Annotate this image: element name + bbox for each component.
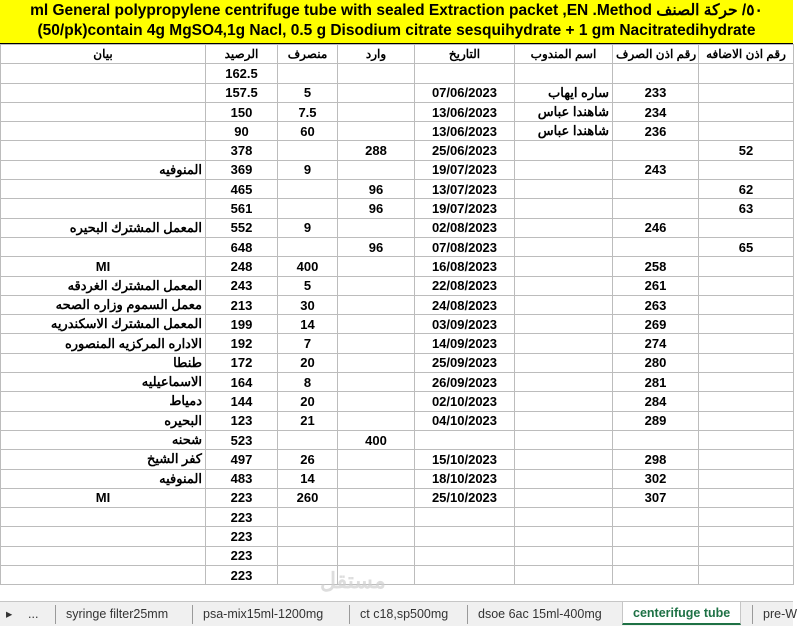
cell-add-no[interactable] <box>699 295 794 314</box>
cell-rep[interactable] <box>515 373 613 392</box>
cell-rep[interactable] <box>515 566 613 585</box>
table-row <box>1 122 794 141</box>
cell-statement[interactable]: المعمل المشترك الاسكندريه <box>1 315 206 334</box>
cell-issued[interactable]: 7.5 <box>278 102 338 121</box>
cell-statement[interactable] <box>1 508 206 527</box>
cell-received[interactable]: 96 <box>338 199 415 218</box>
cell-balance[interactable]: 223 <box>206 508 278 527</box>
cell-date[interactable]: 16/08/2023 <box>415 257 515 276</box>
table-row <box>1 180 794 199</box>
cell-statement[interactable]: المعمل المشترك البحيره <box>1 218 206 237</box>
cell-date[interactable]: 02/10/2023 <box>415 392 515 411</box>
cell-issue-no[interactable]: 284 <box>613 392 699 411</box>
cell-date[interactable] <box>415 64 515 83</box>
cell-issue-no[interactable]: 261 <box>613 276 699 295</box>
cell-issued[interactable] <box>278 237 338 256</box>
cell-add-no[interactable] <box>699 276 794 295</box>
tab-scroll-right-icon[interactable]: ▸ <box>6 607 13 621</box>
cell-date[interactable]: 14/09/2023 <box>415 334 515 353</box>
cell-received[interactable] <box>338 508 415 527</box>
cell-received[interactable]: 96 <box>338 180 415 199</box>
cell-add-no[interactable]: 63 <box>699 199 794 218</box>
cell-rep[interactable] <box>515 488 613 507</box>
table-row <box>1 160 794 179</box>
cell-rep[interactable] <box>515 64 613 83</box>
cell-balance[interactable]: 369 <box>206 160 278 179</box>
table-row <box>1 488 794 507</box>
header-add-no[interactable]: رقم اذن الاضافه <box>699 45 794 64</box>
cell-balance[interactable]: 248 <box>206 257 278 276</box>
cell-rep[interactable]: شاهندا عباس <box>515 102 613 121</box>
tab-psa-mix[interactable]: psa-mix15ml-1200mg <box>192 605 323 624</box>
cell-issue-no[interactable]: 281 <box>613 373 699 392</box>
cell-balance[interactable]: 90 <box>206 122 278 141</box>
cell-received[interactable] <box>338 373 415 392</box>
cell-date[interactable] <box>415 546 515 565</box>
cell-received[interactable] <box>338 411 415 430</box>
cell-balance[interactable]: 172 <box>206 353 278 372</box>
table-row <box>1 295 794 314</box>
cell-balance[interactable]: 483 <box>206 469 278 488</box>
spreadsheet-grid <box>0 44 794 585</box>
cell-date[interactable] <box>415 527 515 546</box>
cell-issue-no[interactable]: 302 <box>613 469 699 488</box>
cell-date[interactable]: 03/09/2023 <box>415 315 515 334</box>
table-row <box>1 257 794 276</box>
cell-add-no[interactable] <box>699 160 794 179</box>
cell-date[interactable]: 25/09/2023 <box>415 353 515 372</box>
cell-date[interactable]: 07/08/2023 <box>415 237 515 256</box>
cell-rep[interactable] <box>515 315 613 334</box>
cell-balance[interactable]: 561 <box>206 199 278 218</box>
cell-statement[interactable]: المعمل المشترك الغردقه <box>1 276 206 295</box>
cell-issue-no[interactable] <box>613 237 699 256</box>
cell-statement[interactable] <box>1 122 206 141</box>
cell-issue-no[interactable] <box>613 180 699 199</box>
cell-issue-no[interactable]: 269 <box>613 315 699 334</box>
cell-statement[interactable] <box>1 141 206 160</box>
cell-add-no[interactable] <box>699 373 794 392</box>
cell-issue-no[interactable]: 258 <box>613 257 699 276</box>
cell-statement[interactable]: معمل السموم وزاره الصحه <box>1 295 206 314</box>
cell-balance[interactable]: 497 <box>206 450 278 469</box>
cell-date[interactable]: 22/08/2023 <box>415 276 515 295</box>
cell-statement[interactable]: البحيره <box>1 411 206 430</box>
tab-dsoe[interactable]: dsoe 6ac 15ml-400mg <box>467 605 602 624</box>
cell-balance[interactable]: 465 <box>206 180 278 199</box>
cell-add-no[interactable] <box>699 508 794 527</box>
cell-statement[interactable]: دمياط <box>1 392 206 411</box>
cell-statement[interactable] <box>1 566 206 585</box>
tab-ct-c18[interactable]: ct c18,sp500mg <box>349 605 448 624</box>
cell-statement[interactable] <box>1 199 206 218</box>
cell-issue-no[interactable] <box>613 64 699 83</box>
cell-statement[interactable]: الاسماعيليه <box>1 373 206 392</box>
cell-add-no[interactable] <box>699 566 794 585</box>
cell-rep[interactable] <box>515 411 613 430</box>
cell-received[interactable] <box>338 218 415 237</box>
table-row <box>1 353 794 372</box>
cell-issued[interactable]: 9 <box>278 218 338 237</box>
table-body <box>1 64 794 585</box>
title-line-2: (50/pk)contain 4g MgSO4,1g Nacl, 0.5 g Disodium citrate sesquihydrate + 1 gm Nacitratedihydrate <box>37 22 756 39</box>
cell-rep[interactable] <box>515 527 613 546</box>
cell-add-no[interactable] <box>699 450 794 469</box>
title-line-1: ml General polypropylene centrifuge tube with sealed Extraction packet ,EN .Method ٥٠/ حركة الصنف <box>30 2 763 19</box>
cell-statement[interactable] <box>1 64 206 83</box>
cell-rep[interactable] <box>515 295 613 314</box>
cell-issued[interactable]: 8 <box>278 373 338 392</box>
cell-balance[interactable]: 157.5 <box>206 83 278 102</box>
cell-issue-no[interactable]: 246 <box>613 218 699 237</box>
cell-issued[interactable]: 14 <box>278 469 338 488</box>
cell-issue-no[interactable]: 274 <box>613 334 699 353</box>
cell-issue-no[interactable] <box>613 546 699 565</box>
cell-date[interactable]: 25/06/2023 <box>415 141 515 160</box>
tab-pre-w[interactable]: pre-W <box>752 605 797 624</box>
cell-statement[interactable] <box>1 180 206 199</box>
cell-date[interactable]: 18/10/2023 <box>415 469 515 488</box>
cell-issue-no[interactable] <box>613 141 699 160</box>
cell-issued[interactable] <box>278 508 338 527</box>
cell-rep[interactable] <box>515 353 613 372</box>
table-row <box>1 566 794 585</box>
cell-received[interactable] <box>338 334 415 353</box>
cell-received[interactable] <box>338 315 415 334</box>
cell-rep[interactable] <box>515 276 613 295</box>
cell-date[interactable]: 24/08/2023 <box>415 295 515 314</box>
tab-centerifuge-tube[interactable]: centerifuge tube <box>622 602 741 625</box>
cell-statement[interactable] <box>1 237 206 256</box>
cell-issue-no[interactable]: 307 <box>613 488 699 507</box>
cell-issued[interactable]: 20 <box>278 392 338 411</box>
cell-statement[interactable]: شحنه <box>1 430 206 449</box>
cell-date[interactable]: 13/06/2023 <box>415 102 515 121</box>
cell-issued[interactable]: 14 <box>278 315 338 334</box>
cell-received[interactable]: 96 <box>338 237 415 256</box>
cell-issued[interactable]: 9 <box>278 160 338 179</box>
cell-balance[interactable]: 144 <box>206 392 278 411</box>
cell-rep[interactable] <box>515 430 613 449</box>
cell-add-no[interactable] <box>699 488 794 507</box>
cell-issued[interactable]: 260 <box>278 488 338 507</box>
header-statement[interactable]: بيان <box>1 45 206 64</box>
table-row <box>1 546 794 565</box>
cell-date[interactable] <box>415 508 515 527</box>
cell-balance[interactable]: 192 <box>206 334 278 353</box>
cell-date[interactable] <box>415 566 515 585</box>
cell-statement[interactable]: MI <box>1 257 206 276</box>
cell-issued[interactable]: 20 <box>278 353 338 372</box>
cell-issued[interactable] <box>278 141 338 160</box>
cell-received[interactable] <box>338 122 415 141</box>
cell-issued[interactable] <box>278 527 338 546</box>
cell-add-no[interactable] <box>699 122 794 141</box>
cell-issue-no[interactable]: 263 <box>613 295 699 314</box>
cell-add-no[interactable] <box>699 430 794 449</box>
cell-issue-no[interactable]: 289 <box>613 411 699 430</box>
cell-statement[interactable] <box>1 546 206 565</box>
cell-issue-no[interactable]: 236 <box>613 122 699 141</box>
cell-issue-no[interactable] <box>613 527 699 546</box>
cell-balance[interactable]: 150 <box>206 102 278 121</box>
table-row <box>1 469 794 488</box>
cell-rep[interactable] <box>515 218 613 237</box>
cell-rep[interactable] <box>515 334 613 353</box>
cell-issue-no[interactable]: 243 <box>613 160 699 179</box>
cell-issued[interactable]: 5 <box>278 276 338 295</box>
cell-issue-no[interactable]: 233 <box>613 83 699 102</box>
table-row <box>1 64 794 83</box>
cell-date[interactable] <box>415 430 515 449</box>
cell-issued[interactable]: 5 <box>278 83 338 102</box>
cell-rep[interactable] <box>515 141 613 160</box>
cell-add-no[interactable] <box>699 102 794 121</box>
cell-rep[interactable] <box>515 257 613 276</box>
table-row <box>1 334 794 353</box>
cell-rep[interactable] <box>515 469 613 488</box>
cell-rep[interactable] <box>515 450 613 469</box>
table-row <box>1 102 794 121</box>
cell-received[interactable] <box>338 276 415 295</box>
cell-rep[interactable] <box>515 180 613 199</box>
table-row <box>1 508 794 527</box>
cell-rep[interactable] <box>515 237 613 256</box>
table-row <box>1 199 794 218</box>
cell-received[interactable] <box>338 160 415 179</box>
cell-date[interactable]: 04/10/2023 <box>415 411 515 430</box>
cell-add-no[interactable] <box>699 392 794 411</box>
cell-balance[interactable]: 223 <box>206 566 278 585</box>
cell-issue-no[interactable]: 298 <box>613 450 699 469</box>
cell-received[interactable] <box>338 353 415 372</box>
cell-date[interactable]: 25/10/2023 <box>415 488 515 507</box>
cell-received[interactable] <box>338 450 415 469</box>
cell-add-no[interactable] <box>699 334 794 353</box>
cell-rep[interactable]: ساره ايهاب <box>515 83 613 102</box>
tab-more-ellipsis[interactable]: ... <box>28 607 39 621</box>
cell-received[interactable] <box>338 257 415 276</box>
cell-rep[interactable] <box>515 392 613 411</box>
cell-issue-no[interactable] <box>613 566 699 585</box>
cell-balance[interactable]: 199 <box>206 315 278 334</box>
cell-add-no[interactable] <box>699 353 794 372</box>
cell-received[interactable] <box>338 392 415 411</box>
header-date[interactable]: التاريخ <box>415 45 515 64</box>
cell-add-no[interactable]: 62 <box>699 180 794 199</box>
cell-issued[interactable]: 400 <box>278 257 338 276</box>
header-balance[interactable]: الرصيد <box>206 45 278 64</box>
cell-statement[interactable]: MI <box>1 488 206 507</box>
cell-issued[interactable] <box>278 546 338 565</box>
header-row <box>1 45 794 64</box>
cell-received[interactable] <box>338 83 415 102</box>
cell-received[interactable] <box>338 64 415 83</box>
cell-balance[interactable]: 552 <box>206 218 278 237</box>
cell-statement[interactable]: كفر الشيخ <box>1 450 206 469</box>
watermark-logo: مستقل <box>320 568 386 593</box>
cell-add-no[interactable] <box>699 64 794 83</box>
cell-issued[interactable]: 7 <box>278 334 338 353</box>
cell-statement[interactable] <box>1 527 206 546</box>
tab-syringe-filter[interactable]: syringe filter25mm <box>55 605 168 624</box>
cell-received[interactable]: 288 <box>338 141 415 160</box>
header-issued[interactable]: منصرف <box>278 45 338 64</box>
cell-add-no[interactable] <box>699 257 794 276</box>
cell-issued[interactable] <box>278 199 338 218</box>
cell-date[interactable]: 15/10/2023 <box>415 450 515 469</box>
cell-add-no[interactable]: 65 <box>699 237 794 256</box>
table-row <box>1 373 794 392</box>
cell-statement[interactable] <box>1 102 206 121</box>
sheet-title-banner <box>0 0 793 44</box>
cell-issued[interactable]: 30 <box>278 295 338 314</box>
cell-balance[interactable]: 162.5 <box>206 64 278 83</box>
header-rep[interactable]: اسم المندوب <box>515 45 613 64</box>
cell-balance[interactable]: 213 <box>206 295 278 314</box>
header-issue-no[interactable]: رقم اذن الصرف <box>613 45 699 64</box>
cell-date[interactable]: 13/07/2023 <box>415 180 515 199</box>
cell-issue-no[interactable] <box>613 430 699 449</box>
cell-add-no[interactable]: 52 <box>699 141 794 160</box>
cell-issue-no[interactable] <box>613 508 699 527</box>
cell-issue-no[interactable]: 280 <box>613 353 699 372</box>
cell-add-no[interactable] <box>699 315 794 334</box>
cell-add-no[interactable] <box>699 469 794 488</box>
cell-balance[interactable]: 223 <box>206 546 278 565</box>
cell-issue-no[interactable]: 234 <box>613 102 699 121</box>
sheet-tab-bar <box>0 601 797 626</box>
cell-issued[interactable]: 26 <box>278 450 338 469</box>
cell-issued[interactable] <box>278 64 338 83</box>
cell-issue-no[interactable] <box>613 199 699 218</box>
cell-add-no[interactable] <box>699 527 794 546</box>
cell-statement[interactable]: طنطا <box>1 353 206 372</box>
cell-balance[interactable]: 378 <box>206 141 278 160</box>
cell-statement[interactable] <box>1 83 206 102</box>
table-row <box>1 430 794 449</box>
cell-add-no[interactable] <box>699 411 794 430</box>
table-row <box>1 276 794 295</box>
cell-balance[interactable]: 223 <box>206 527 278 546</box>
cell-balance[interactable]: 223 <box>206 488 278 507</box>
table-row <box>1 392 794 411</box>
cell-rep[interactable] <box>515 546 613 565</box>
cell-received[interactable] <box>338 488 415 507</box>
cell-issued[interactable] <box>278 180 338 199</box>
table-row <box>1 315 794 334</box>
table-row <box>1 83 794 102</box>
cell-balance[interactable]: 123 <box>206 411 278 430</box>
cell-received[interactable] <box>338 527 415 546</box>
cell-date[interactable]: 26/09/2023 <box>415 373 515 392</box>
table-row <box>1 450 794 469</box>
table-row <box>1 141 794 160</box>
cell-rep[interactable]: شاهندا عباس <box>515 122 613 141</box>
cell-balance[interactable]: 243 <box>206 276 278 295</box>
cell-add-no[interactable] <box>699 546 794 565</box>
cell-issued[interactable] <box>278 430 338 449</box>
table-row <box>1 411 794 430</box>
cell-statement[interactable]: المنوفيه <box>1 469 206 488</box>
cell-date[interactable]: 19/07/2023 <box>415 160 515 179</box>
cell-rep[interactable] <box>515 199 613 218</box>
cell-statement[interactable]: المنوفيه <box>1 160 206 179</box>
cell-add-no[interactable] <box>699 83 794 102</box>
cell-date[interactable]: 02/08/2023 <box>415 218 515 237</box>
cell-balance[interactable]: 164 <box>206 373 278 392</box>
cell-statement[interactable]: الاداره المركزيه المنصوره <box>1 334 206 353</box>
cell-issued[interactable]: 60 <box>278 122 338 141</box>
header-received[interactable]: وارد <box>338 45 415 64</box>
cell-issued[interactable]: 21 <box>278 411 338 430</box>
cell-add-no[interactable] <box>699 218 794 237</box>
cell-received[interactable] <box>338 295 415 314</box>
cell-received[interactable]: 400 <box>338 430 415 449</box>
cell-rep[interactable] <box>515 508 613 527</box>
cell-balance[interactable]: 648 <box>206 237 278 256</box>
cell-rep[interactable] <box>515 160 613 179</box>
cell-received[interactable] <box>338 546 415 565</box>
table-row <box>1 237 794 256</box>
cell-received[interactable] <box>338 469 415 488</box>
table-row <box>1 527 794 546</box>
cell-date[interactable]: 07/06/2023 <box>415 83 515 102</box>
cell-balance[interactable]: 523 <box>206 430 278 449</box>
table-row <box>1 218 794 237</box>
cell-received[interactable] <box>338 102 415 121</box>
cell-date[interactable]: 19/07/2023 <box>415 199 515 218</box>
cell-date[interactable]: 13/06/2023 <box>415 122 515 141</box>
